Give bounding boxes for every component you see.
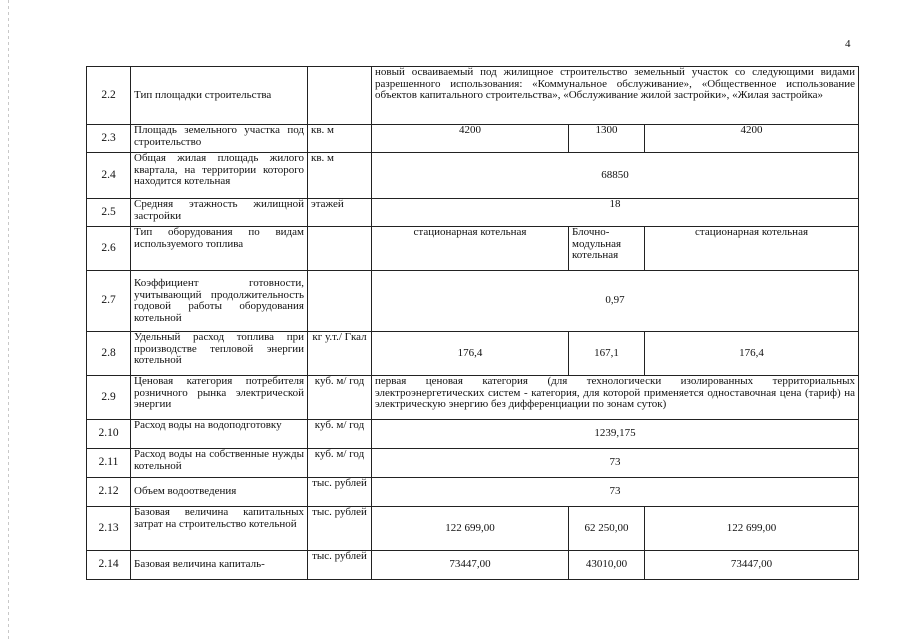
row-number: 2.3 (87, 125, 131, 153)
row-value: 43010,00 (569, 551, 645, 580)
row-name: Тип площадки строительства (131, 67, 308, 125)
row-unit: куб. м/ год (308, 420, 372, 449)
row-unit: тыс. рублей (308, 478, 372, 507)
row-number: 2.4 (87, 153, 131, 199)
page-number: 4 (845, 38, 851, 50)
row-name: Средняя этажность жилищной застройки (131, 199, 308, 227)
row-name: Базовая величина капиталь- (131, 551, 308, 580)
row-number: 2.13 (87, 507, 131, 551)
table-row (87, 478, 859, 507)
row-value: 4200 (372, 125, 569, 153)
row-name: Объем водоотведения (131, 478, 308, 507)
row-unit: тыс. рублей (308, 551, 372, 580)
row-number: 2.2 (87, 67, 131, 125)
row-number: 2.14 (87, 551, 131, 580)
row-number: 2.6 (87, 227, 131, 271)
table-row (87, 420, 859, 449)
row-value: первая ценовая категория (для технологически изолированных территориальных электроэнергетических систем - категория, для которой применяется одноставочная цена (тариф) на электрическую энергию без дифференциации по зонам суток) (372, 376, 859, 420)
row-value: 167,1 (569, 332, 645, 376)
row-value: 1239,175 (372, 420, 859, 449)
row-unit: кг у.т./ Гкал (308, 332, 372, 376)
row-name: Базовая величина капитальных затрат на строительство котельной (131, 507, 308, 551)
row-unit: куб. м/ год (308, 376, 372, 420)
row-value: 122 699,00 (645, 507, 859, 551)
row-number: 2.12 (87, 478, 131, 507)
row-unit (308, 227, 372, 271)
row-value: 1300 (569, 125, 645, 153)
row-unit: этажей (308, 199, 372, 227)
table-row (87, 551, 859, 580)
row-value: 18 (372, 199, 859, 227)
row-value: 73 (372, 449, 859, 478)
row-number: 2.8 (87, 332, 131, 376)
row-value: 0,97 (372, 271, 859, 332)
row-value: 122 699,00 (372, 507, 569, 551)
row-value: 73447,00 (372, 551, 569, 580)
row-name: Коэффициент готовности, учитывающий продолжительность годовой работы оборудования котельной (131, 271, 308, 332)
row-value: 62 250,00 (569, 507, 645, 551)
parameters-table (86, 66, 859, 580)
row-value: 176,4 (645, 332, 859, 376)
row-name: Ценовая категория потребителя розничного рынка электрической энергии (131, 376, 308, 420)
table-row (87, 67, 859, 125)
table-row (87, 199, 859, 227)
row-unit: тыс. рублей (308, 507, 372, 551)
row-number: 2.10 (87, 420, 131, 449)
row-number: 2.9 (87, 376, 131, 420)
row-value: стационарная котельная (645, 227, 859, 271)
row-value: новый осваиваемый под жилищное строительство земельный участок со следующими видами разрешенного использования: «Коммунальное обслуживание», «Общественное использование объектов капитального строительства», «Обслуживание жилой застройки», «Жилая застройка» (372, 67, 859, 125)
row-unit: кв. м (308, 153, 372, 199)
row-unit: куб. м/ год (308, 449, 372, 478)
row-name: Расход воды на водоподготовку (131, 420, 308, 449)
table-row (87, 125, 859, 153)
row-number: 2.7 (87, 271, 131, 332)
scan-edge-line (8, 0, 9, 640)
table-row (87, 271, 859, 332)
row-name: Расход воды на собственные нужды котельной (131, 449, 308, 478)
row-number: 2.11 (87, 449, 131, 478)
row-name: Тип оборудования по видам используемого топлива (131, 227, 308, 271)
row-value: 176,4 (372, 332, 569, 376)
table-row (87, 449, 859, 478)
table-row (87, 376, 859, 420)
table-row (87, 507, 859, 551)
row-value: стационарная котельная (372, 227, 569, 271)
row-name: Общая жилая площадь жилого квартала, на территории которого находится котельная (131, 153, 308, 199)
row-unit: кв. м (308, 125, 372, 153)
table-row (87, 332, 859, 376)
row-name: Удельный расход топлива при производстве тепловой энергии котельной (131, 332, 308, 376)
row-value: 68850 (372, 153, 859, 199)
row-value: 73447,00 (645, 551, 859, 580)
row-unit (308, 271, 372, 332)
row-value: 4200 (645, 125, 859, 153)
row-unit (308, 67, 372, 125)
row-value: 73 (372, 478, 859, 507)
row-name: Площадь земельного участка под строительство (131, 125, 308, 153)
row-value: Блочно-модульная котельная (569, 227, 645, 271)
row-number: 2.5 (87, 199, 131, 227)
table-row (87, 153, 859, 199)
table-row (87, 227, 859, 271)
